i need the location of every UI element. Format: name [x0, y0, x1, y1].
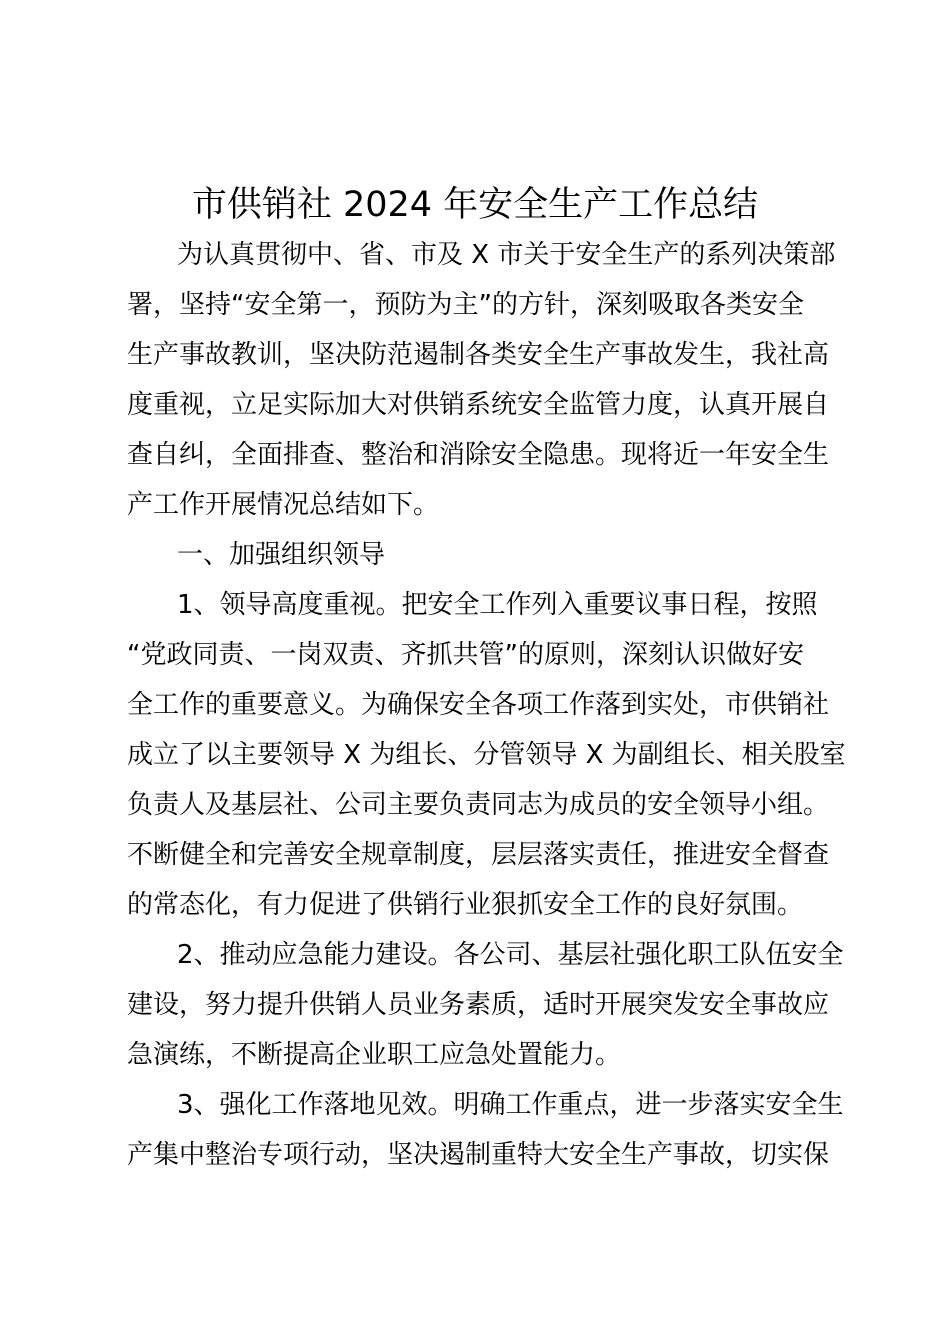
item-1-line-1: 1、领导高度重视。把安全工作列入重要议事日程，按照: [177, 590, 818, 620]
item-1-line-5: 负责人及基层社、公司主要负责同志为成员的安全领导小组。: [127, 790, 830, 820]
intro-line-4: 度重视，立足实际加大对供销系统安全监管力度，认真开展自: [127, 390, 830, 420]
intro-line-6: 产工作开展情况总结如下。: [127, 490, 440, 520]
intro-line-5: 查自纠，全面排查、整治和消除安全隐患。现将近一年安全生: [127, 440, 830, 470]
item-1-line-6: 不断健全和完善安全规章制度，层层落实责任，推进安全督查: [127, 840, 830, 870]
item-2-line-3: 急演练，不断提高企业职工应急处置能力。: [127, 1040, 622, 1070]
item-3-line-2: 产集中整治专项行动，坚决遏制重特大安全生产事故，切实保: [127, 1140, 830, 1170]
section-heading-1: 一、加强组织领导: [177, 540, 386, 570]
document-title: 市供销社 2024 年安全生产工作总结: [191, 185, 759, 225]
item-3-line-1: 3、强化工作落地见效。明确工作重点，进一步落实安全生: [177, 1090, 844, 1120]
item-1-line-3: 全工作的重要意义。为确保安全各项工作落到实处，市供销社: [127, 690, 830, 720]
item-2-line-2: 建设，努力提升供销人员业务素质，适时开展突发安全事故应: [127, 990, 830, 1020]
intro-line-3: 生产事故教训，坚决防范遏制各类安全生产事故发生，我社高: [127, 340, 830, 370]
item-1-line-7: 的常态化，有力促进了供销行业狠抓安全工作的良好氛围。: [127, 890, 804, 920]
item-2-line-1: 2、推动应急能力建设。各公司、基层社强化职工队伍安全: [177, 940, 844, 970]
item-1-line-2: “党政同责、一岗双责、齐抓共管”的原则，深刻认识做好安: [127, 640, 804, 670]
item-1-line-4: 成立了以主要领导 X 为组长、分管领导 X 为副组长、相关股室: [127, 740, 846, 770]
intro-line-2: 署，坚持“安全第一，预防为主”的方针，深刻吸取各类安全: [127, 290, 804, 320]
intro-line-1: 为认真贯彻中、省、市及 X 市关于安全生产的系列决策部: [177, 240, 836, 270]
